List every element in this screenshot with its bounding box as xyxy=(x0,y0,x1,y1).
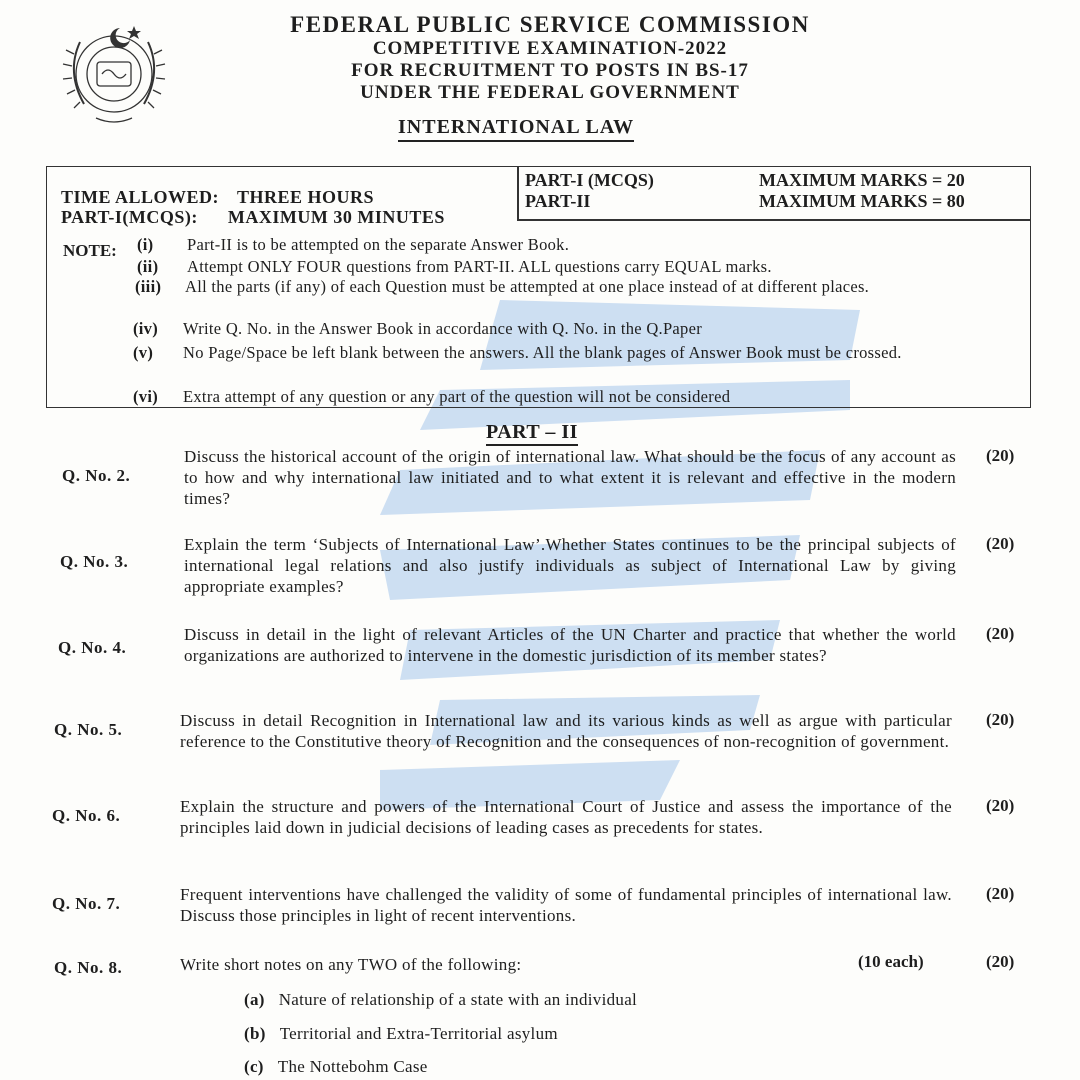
question-number: Q. No. 4. xyxy=(58,638,127,657)
note-number: (v) xyxy=(133,343,154,362)
part1-marks: MAXIMUM MARKS = 20 xyxy=(759,170,965,190)
note-number: (vi) xyxy=(133,387,159,406)
question-text: Discuss the historical account of the origin of international law. What should be the focus of any account as to how and why international law initiated and to what extent it is relevant and effective in the modern times? xyxy=(184,447,956,508)
note-number: (iii) xyxy=(135,277,162,296)
exam-header xyxy=(240,10,860,104)
sub-item-label: (c) xyxy=(244,1057,264,1076)
note-text: Part-II is to be attempted on the separate Answer Book. xyxy=(187,235,570,254)
divider xyxy=(517,167,519,219)
government-seal xyxy=(52,14,198,130)
recruitment-line: FOR RECRUITMENT TO POSTS IN BS-17 xyxy=(351,60,749,81)
question-marks: (20) xyxy=(986,796,1015,815)
sub-item xyxy=(244,990,637,1010)
question-sub-marks: (10 each) xyxy=(858,952,924,971)
sub-item-text: Territorial and Extra-Territorial asylum xyxy=(279,1024,558,1043)
question-marks: (20) xyxy=(986,884,1015,903)
note-label: NOTE: xyxy=(63,241,117,260)
question-marks: (20) xyxy=(986,624,1015,643)
mcq-time-label: PART-I(MCQS): xyxy=(61,207,198,227)
divider xyxy=(517,219,1030,221)
question-number: Q. No. 8. xyxy=(54,958,123,977)
part1-label: PART-I (MCQS) xyxy=(525,170,654,190)
sub-item-text: Nature of relationship of a state with an individual xyxy=(278,990,638,1009)
question-text: Discuss in detail Recognition in International law and its various kinds as well as argue with particular reference to the Constitutive theory of Recognition and the consequences of non-recognition of government. xyxy=(180,711,952,751)
question-number: Q. No. 7. xyxy=(52,894,121,913)
note-number: (i) xyxy=(137,235,154,254)
note-text: Attempt ONLY FOUR questions from PART-II. ALL questions carry EQUAL marks. xyxy=(187,257,772,276)
note-text: Write Q. No. in the Answer Book in accordance with Q. No. in the Q.Paper xyxy=(183,319,703,338)
sub-item xyxy=(244,1024,558,1044)
sub-item xyxy=(244,1057,428,1077)
note-text: Extra attempt of any question or any part of the question will not be considered xyxy=(183,387,731,406)
subject-title: INTERNATIONAL LAW xyxy=(398,116,634,142)
question-text: Frequent interventions have challenged the validity of some of fundamental principles of international law. Discuss those principles in light of recent interventions. xyxy=(180,885,952,925)
note-number: (iv) xyxy=(133,319,159,338)
government-line: UNDER THE FEDERAL GOVERNMENT xyxy=(360,82,740,103)
instructions-box xyxy=(46,166,1031,408)
question-marks: (20) xyxy=(986,710,1015,729)
question-marks: (20) xyxy=(986,446,1015,465)
sub-item-label: (b) xyxy=(244,1024,266,1043)
part2-label: PART-II xyxy=(525,191,591,211)
part-heading: PART – II xyxy=(486,421,578,446)
question-text: Explain the structure and powers of the International Court of Justice and assess the importance of the principles laid down in judicial decisions of leading cases as precedents for states. xyxy=(180,797,952,837)
sub-item-text: The Nottebohm Case xyxy=(277,1057,428,1076)
note-number: (ii) xyxy=(137,257,159,276)
time-value: THREE HOURS xyxy=(237,187,375,207)
sub-item-label: (a) xyxy=(244,990,265,1009)
question-number: Q. No. 2. xyxy=(62,466,131,485)
question-text: Write short notes on any TWO of the following: xyxy=(180,955,522,974)
note-text: No Page/Space be left blank between the answers. All the blank pages of Answer Book must be crossed. xyxy=(183,343,902,362)
part2-marks: MAXIMUM MARKS = 80 xyxy=(759,191,965,211)
question-text: Discuss in detail in the light of relevant Articles of the UN Charter and practice that whether the world organizations are authorized to intervene in the domestic jurisdiction of its member states? xyxy=(184,625,956,665)
time-label: TIME ALLOWED: xyxy=(61,187,220,207)
question-marks: (20) xyxy=(986,952,1015,971)
mcq-time xyxy=(61,207,445,228)
question-marks: (20) xyxy=(986,534,1015,553)
organization-name: FEDERAL PUBLIC SERVICE COMMISSION xyxy=(290,12,810,37)
exam-name: COMPETITIVE EXAMINATION-2022 xyxy=(372,38,728,59)
question-number: Q. No. 6. xyxy=(52,806,121,825)
question-number: Q. No. 3. xyxy=(60,552,129,571)
time-allowed xyxy=(61,187,374,208)
note-text: All the parts (if any) of each Question must be attempted at one place instead of at different places. xyxy=(185,277,870,296)
mcq-time-value: MAXIMUM 30 MINUTES xyxy=(227,207,445,227)
question-text: Explain the term ‘Subjects of International Law’.Whether States continues to be the principal subjects of international legal relations and also justify individuals as subject of International Law by giving appropriate examples? xyxy=(184,535,956,596)
question-number: Q. No. 5. xyxy=(54,720,123,739)
